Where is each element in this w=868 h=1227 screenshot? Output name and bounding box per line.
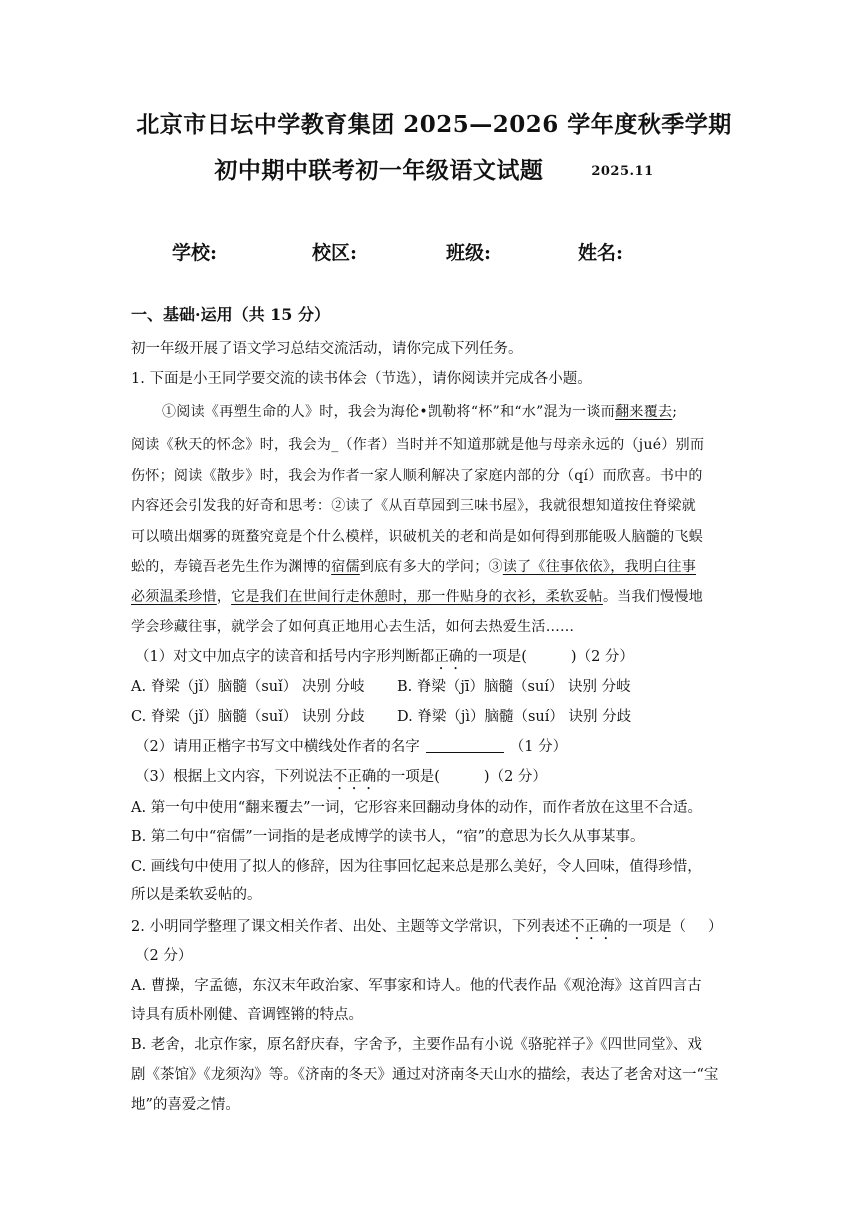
class-field-label: 班级: [446, 242, 492, 264]
option-b[interactable]: B. 脊梁（jī）脑髓（suí） 诀别 分岐 [397, 679, 631, 695]
passage-line-3: 伤怀；阅读《散步》时，我会为作者一家人顺利解决了家庭内部的分（qí）而欣喜。书中的 [131, 468, 703, 484]
option-b-continued: 剧《茶馆》《龙须沟》等。《济南的冬天》通过对济南冬天山水的描绘，表达了老舍对这一“宝 [131, 1067, 719, 1083]
subquestion-text: 的一项是( [376, 769, 440, 785]
subquestion-text: （1）对文中加点字的读音和括号内字形判断都 [135, 649, 435, 665]
subquestion-1 [135, 647, 745, 673]
option-a[interactable]: A. 脊梁（jǐ）脑髓（suǐ） 决别 分岐 [131, 679, 365, 695]
subquestion-1-row-1 [131, 677, 741, 697]
emphasis-text: 不正确 [332, 769, 377, 785]
option-c[interactable]: C. 脊梁（jǐ）脑髓（suǐ） 诀别 分歧 [131, 709, 365, 725]
exam-date: 2025.11 [591, 164, 654, 179]
passage-line-1 [162, 402, 742, 422]
question-2-stem [131, 917, 741, 943]
passage-line-4: 内容还会引发我的好奇和思考：②读了《从百草园到三味书屋》，我就很想知道按住脊梁就 [131, 498, 696, 514]
option-c-continued: 所以是柔软妥帖的。 [131, 887, 262, 903]
passage-line-5: 可以喷出烟雾的斑蝥究竟是个什么模样，识破机关的老和尚是如何得到那能吸人脑髓的飞蜈 [131, 529, 703, 545]
emphasis-text: 不正确 [569, 919, 614, 935]
underlined-sentence: 读了《往事依依》，我明白往事 [502, 559, 697, 575]
subquestion-text: （2）请用正楷字书写文中横线处作者的名字 [135, 739, 420, 755]
subquestion-2 [135, 737, 745, 757]
name-field-label: 姓名: [578, 242, 624, 264]
passage-line-7 [131, 587, 741, 607]
score-text: )（2 分） [483, 769, 547, 785]
question-1-stem: 1. 下面是小王同学要交流的读书体会（节选），请你阅读并完成各小题。 [131, 371, 592, 387]
passage-line-8: 学会珍藏往事，就学会了如何真正地用心去生活，如何去热爱生活…… [131, 619, 575, 635]
option-a[interactable]: A. 第一句中使用“翻来覆去”一词，它形容来回翻动身体的动作，而作者放在这里不合适。 [131, 800, 703, 816]
passage-text: 蚣的，寿镜吾老先生作为渊博的 [131, 559, 332, 575]
exam-subtitle: 初中期中联考初一年级语文试题 [214, 157, 544, 184]
exam-title-line2 [0, 152, 868, 185]
passage-text: 。当我们慢慢地 [602, 589, 704, 605]
score-text: )（2 分） [570, 649, 634, 665]
option-a-continued: 诗具有质朴刚健、音调铿锵的特点。 [131, 1007, 363, 1023]
underlined-phrase: 翻来覆去 [615, 404, 673, 420]
option-a[interactable]: A. 曹操，字孟德，东汉末年政治家、军事家和诗人。他的代表作品《观沧海》这首四言古 [131, 978, 702, 994]
passage-text: ， [216, 589, 232, 605]
exam-title-line1: 北京市日坛中学教育集团 2025—2026 学年度秋季学期 [136, 111, 732, 138]
option-b-continued: 地”的喜爱之情。 [131, 1097, 240, 1113]
section-intro: 初一年级开展了语文学习总结交流活动，请你完成下列任务。 [131, 341, 523, 357]
option-c[interactable]: C. 画线句中使用了拟人的修辞，因为往事回忆起来总是那么美好，令人回味，值得珍惜， [131, 859, 702, 875]
question-2-score: （2 分） [135, 948, 193, 964]
option-b[interactable]: B. 第二句中“宿儒”一词指的是老成博学的读书人，“宿”的意思为长久从事某事。 [131, 829, 645, 845]
score-text: （1 分） [509, 739, 568, 755]
section-heading: 一、基础·运用（共 15 分） [131, 305, 330, 324]
question-text: 的一项是（ [613, 919, 686, 935]
underlined-phrase: 宿儒 [331, 559, 360, 575]
option-b[interactable]: B. 老舍，北京作家，原名舒庆春，字舍予，主要作品有小说《骆驼祥子》《四世同堂》、戏 [131, 1037, 702, 1053]
passage-line-2: 阅读《秋天的怀念》时，我会为_（作者）当时并不知道那就是他与母亲永远的（jué）别而 [131, 437, 705, 453]
school-field-label: 学校: [172, 242, 218, 264]
question-text: ） [707, 919, 723, 935]
subquestion-text: 的一项是( [463, 649, 527, 665]
campus-field-label: 校区: [312, 242, 358, 264]
subquestion-3 [135, 767, 745, 793]
option-d[interactable]: D. 脊梁（jì）脑髓（suí） 诀别 分歧 [397, 709, 632, 725]
question-text: 2. 小明同学整理了课文相关作者、出处、主题等文学常识，下列表述 [131, 919, 570, 935]
passage-text: ; [672, 404, 678, 420]
emphasis-text: 正确 [434, 649, 464, 665]
answer-blank[interactable] [426, 738, 504, 753]
underlined-sentence: 它是我们在世间行走休憩时，那一件贴身的衣衫，柔软妥帖 [231, 589, 603, 605]
passage-text: ①阅读《再塑生命的人》时，我会为海伦•凯勒将“杯”和“水”混为一谈而 [162, 404, 616, 420]
underlined-sentence: 必须温柔珍惜 [131, 589, 217, 605]
subquestion-text: （3）根据上文内容，下列说法 [135, 769, 333, 785]
passage-line-6 [131, 557, 741, 577]
subquestion-1-row-2 [131, 707, 741, 727]
passage-text: 到底有多大的学问；③ [359, 559, 503, 575]
